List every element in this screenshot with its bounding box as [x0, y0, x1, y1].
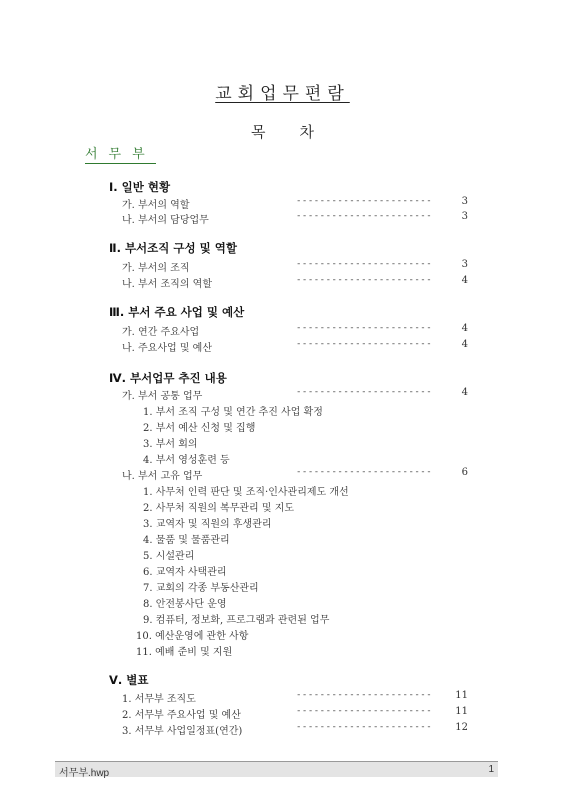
toc-entry-label: 3. 서무부 사업일정표(연간) — [122, 726, 243, 737]
dot-leader: ----------------------- — [296, 722, 433, 732]
toc-entry-page: 4 — [461, 387, 468, 398]
toc-entry[interactable] — [0, 339, 565, 354]
department-heading — [85, 143, 156, 162]
toc-entry-page: 4 — [461, 323, 468, 334]
toc-entry[interactable] — [0, 722, 565, 737]
toc-entry-label: 가. 부서의 조직 — [122, 263, 190, 274]
toc-subentry[interactable]: 1. 부서 조직 구성 및 연간 추진 사업 확정 — [143, 407, 323, 418]
toc-entry[interactable] — [0, 275, 565, 290]
toc-subentry[interactable]: 5. 시설관리 — [143, 551, 195, 562]
toc-entry[interactable] — [0, 467, 565, 482]
toc-subentry[interactable]: 4. 부서 영성훈련 등 — [143, 455, 230, 466]
toc-entry[interactable] — [0, 259, 565, 274]
dot-leader: ----------------------- — [296, 275, 433, 285]
dot-leader: ----------------------- — [296, 339, 433, 349]
toc-subentry[interactable]: 3. 부서 회의 — [143, 439, 198, 450]
document-title-text: 교회업무편람 — [215, 84, 350, 104]
toc-subentry[interactable]: 7. 교회의 각종 부동산관리 — [143, 583, 259, 594]
dot-leader: ----------------------- — [296, 323, 433, 333]
section-heading: Ⅲ. 부서 주요 사업 및 예산 — [109, 305, 245, 319]
dot-leader: ----------------------- — [296, 196, 433, 206]
toc-entry-page: 11 — [455, 690, 468, 701]
toc-entry-page: 3 — [461, 211, 468, 222]
toc-subentry[interactable]: 1. 사무처 인력 판단 및 조직·인사관리제도 개선 — [143, 487, 349, 498]
toc-subentry[interactable]: 3. 교역자 및 직원의 후생관리 — [143, 519, 272, 530]
section-heading: Ⅱ. 부서조직 구성 및 역할 — [109, 241, 237, 255]
dot-leader: ----------------------- — [296, 211, 433, 221]
toc-entry-page: 12 — [455, 722, 468, 733]
toc-entry[interactable] — [0, 706, 565, 721]
toc-entry-page: 4 — [461, 275, 468, 286]
toc-entry-label: 가. 연간 주요사업 — [122, 327, 200, 338]
toc-entry-label: 나. 주요사업 및 예산 — [122, 343, 212, 354]
toc-entry-page: 4 — [461, 339, 468, 350]
toc-title: 목차 — [251, 123, 348, 141]
department-heading-text: 서무부 — [85, 147, 156, 162]
section-heading: Ⅰ. 일반 현황 — [109, 180, 171, 194]
toc-subentry[interactable]: 9. 컴퓨터, 정보화, 프로그램과 관련된 업무 — [143, 615, 330, 626]
dot-leader: ----------------------- — [296, 706, 433, 716]
toc-subentry[interactable]: 4. 물품 및 물품관리 — [143, 535, 230, 546]
toc-entry-page: 3 — [461, 259, 468, 270]
toc-entry[interactable] — [0, 690, 565, 705]
toc-entry-label: 나. 부서의 담당업무 — [122, 215, 209, 226]
footer-page-number: 1 — [488, 764, 494, 775]
toc-entry-page: 6 — [461, 467, 468, 478]
toc-entry-label: 2. 서무부 주요사업 및 예산 — [122, 710, 241, 721]
section-heading: Ⅳ. 부서업무 추진 내용 — [109, 371, 227, 385]
toc-subentry[interactable]: 2. 사무처 직원의 복무관리 및 지도 — [143, 503, 295, 514]
toc-entry-label: 가. 부서의 역할 — [122, 200, 190, 211]
page-footer — [55, 761, 498, 777]
document-title — [0, 79, 565, 104]
section-heading: Ⅴ. 별표 — [109, 673, 149, 687]
toc-entry-label: 나. 부서 조직의 역할 — [122, 279, 212, 290]
toc-subentry[interactable]: 6. 교역자 사택관리 — [143, 567, 227, 578]
toc-entry-page: 11 — [455, 706, 468, 717]
dot-leader: ----------------------- — [296, 690, 433, 700]
toc-entry[interactable] — [0, 323, 565, 338]
toc-subentry[interactable]: 8. 안전봉사단 운영 — [143, 599, 227, 610]
dot-leader: ----------------------- — [296, 467, 433, 477]
toc-entry-label: 나. 부서 고유 업무 — [122, 471, 203, 482]
toc-subentry[interactable]: 2. 부서 예산 신청 및 집행 — [143, 423, 256, 434]
footer-filename: 서무부.hwp — [59, 768, 110, 779]
toc-entry[interactable] — [0, 211, 565, 226]
dot-leader: ----------------------- — [296, 259, 433, 269]
toc-entry[interactable] — [0, 196, 565, 211]
toc-entry[interactable] — [0, 387, 565, 402]
toc-entry-label: 가. 부서 공통 업무 — [122, 391, 203, 402]
dot-leader: ----------------------- — [296, 387, 433, 397]
toc-entry-label: 1. 서무부 조직도 — [122, 694, 196, 705]
toc-subentry[interactable]: 11. 예배 준비 및 지원 — [136, 647, 233, 658]
toc-entry-page: 3 — [461, 196, 468, 207]
toc-subentry[interactable]: 10. 예산운영에 관한 사항 — [136, 631, 249, 642]
